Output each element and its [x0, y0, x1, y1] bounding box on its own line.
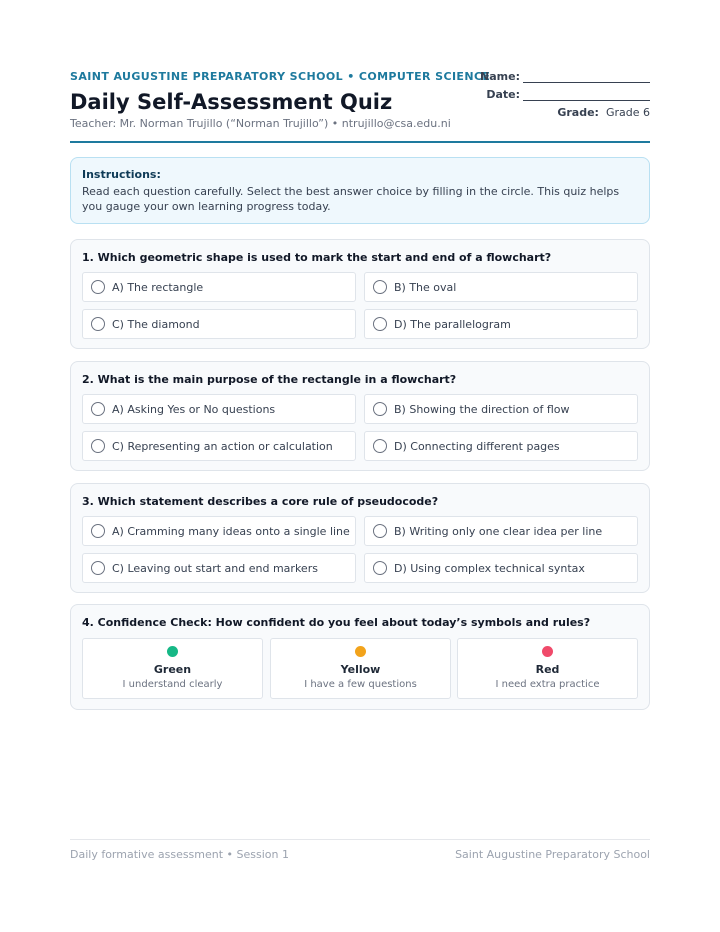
option-2c[interactable] — [82, 431, 356, 461]
question-text: 2. What is the main purpose of the rectangle in a flowchart? — [82, 373, 457, 386]
option-label: D) The parallelogram — [394, 317, 511, 331]
page-title: Daily Self-Assessment Quiz — [70, 90, 393, 114]
instructions-body: Read each question carefully. Select the best answer choice by filling in the circle. This quiz helps you gauge your own learning progress today. — [82, 185, 620, 213]
option-label: A) Cramming many ideas onto a single line — [112, 524, 350, 538]
instructions-box — [70, 157, 650, 224]
option-label: D) Using complex technical syntax — [394, 561, 585, 575]
date-label: Date: — [486, 88, 520, 101]
option-2b[interactable] — [364, 394, 638, 424]
option-label: D) Connecting different pages — [394, 439, 560, 453]
confidence-green[interactable] — [82, 638, 263, 699]
confidence-red[interactable] — [457, 638, 638, 699]
radio-circle-icon[interactable] — [91, 317, 105, 331]
question-card-2 — [70, 361, 650, 471]
question-card-3 — [70, 483, 650, 593]
confidence-level-name: Green — [153, 663, 192, 676]
option-label: A) Asking Yes or No questions — [112, 402, 276, 416]
instructions-title: Instructions: — [82, 168, 161, 181]
option-label: C) Representing an action or calculation — [112, 439, 333, 453]
radio-circle-icon[interactable] — [373, 402, 387, 416]
school-line: SAINT AUGUSTINE PREPARATORY SCHOOL • COMPUTER SCIENCE — [70, 70, 491, 83]
page-footer — [70, 839, 650, 861]
grade-row — [557, 106, 650, 119]
option-3b[interactable] — [364, 516, 638, 546]
date-field[interactable] — [523, 89, 650, 101]
option-label: B) The oval — [394, 280, 457, 294]
question-card-1 — [70, 239, 650, 349]
option-3c[interactable] — [82, 553, 356, 583]
option-3a[interactable] — [82, 516, 356, 546]
radio-circle-icon[interactable] — [373, 561, 387, 575]
option-3d[interactable] — [364, 553, 638, 583]
option-1c[interactable] — [82, 309, 356, 339]
radio-circle-icon[interactable] — [373, 317, 387, 331]
option-1b[interactable] — [364, 272, 638, 302]
radio-circle-icon[interactable] — [91, 561, 105, 575]
radio-circle-icon[interactable] — [91, 524, 105, 538]
confidence-question: 4. Confidence Check: How confident do you feel about today’s symbols and rules? — [82, 616, 591, 629]
option-label: C) The diamond — [112, 317, 200, 331]
radio-circle-icon[interactable] — [373, 524, 387, 538]
option-1d[interactable] — [364, 309, 638, 339]
name-row — [480, 70, 650, 83]
option-1a[interactable] — [82, 272, 356, 302]
question-text: 3. Which statement describes a core rule of pseudocode? — [82, 495, 439, 508]
confidence-level-name: Yellow — [340, 663, 381, 676]
confidence-level-desc: I understand clearly — [122, 679, 223, 690]
option-label: C) Leaving out start and end markers — [112, 561, 318, 575]
confidence-level-desc: I have a few questions — [304, 679, 417, 690]
option-label: B) Showing the direction of flow — [394, 402, 570, 416]
footer-session: Daily formative assessment • Session 1 — [70, 848, 290, 861]
radio-circle-icon[interactable] — [91, 402, 105, 416]
quiz-page — [70, 0, 650, 932]
red-dot-icon — [542, 646, 553, 657]
confidence-level-name: Red — [535, 663, 560, 676]
option-label: B) Writing only one clear idea per line — [394, 524, 603, 538]
footer-school: Saint Augustine Preparatory School — [455, 848, 650, 861]
date-row — [486, 88, 650, 101]
page-header — [70, 70, 650, 143]
name-label: Name: — [480, 70, 520, 83]
grade-value: Grade 6 — [605, 106, 650, 119]
radio-circle-icon[interactable] — [373, 280, 387, 294]
teacher-line: Teacher: Mr. Norman Trujillo (“Norman Trujillo”) • ntrujillo@csa.edu.ni — [70, 117, 451, 130]
yellow-dot-icon — [355, 646, 366, 657]
confidence-yellow[interactable] — [270, 638, 451, 699]
option-label: A) The rectangle — [112, 280, 204, 294]
question-text: 1. Which geometric shape is used to mark the start and end of a flowchart? — [82, 251, 552, 264]
radio-circle-icon[interactable] — [373, 439, 387, 453]
name-field[interactable] — [523, 71, 650, 83]
confidence-card — [70, 604, 650, 710]
radio-circle-icon[interactable] — [91, 280, 105, 294]
radio-circle-icon[interactable] — [91, 439, 105, 453]
option-2d[interactable] — [364, 431, 638, 461]
confidence-level-desc: I need extra practice — [495, 679, 600, 690]
green-dot-icon — [167, 646, 178, 657]
option-2a[interactable] — [82, 394, 356, 424]
grade-label: Grade: — [557, 106, 599, 119]
